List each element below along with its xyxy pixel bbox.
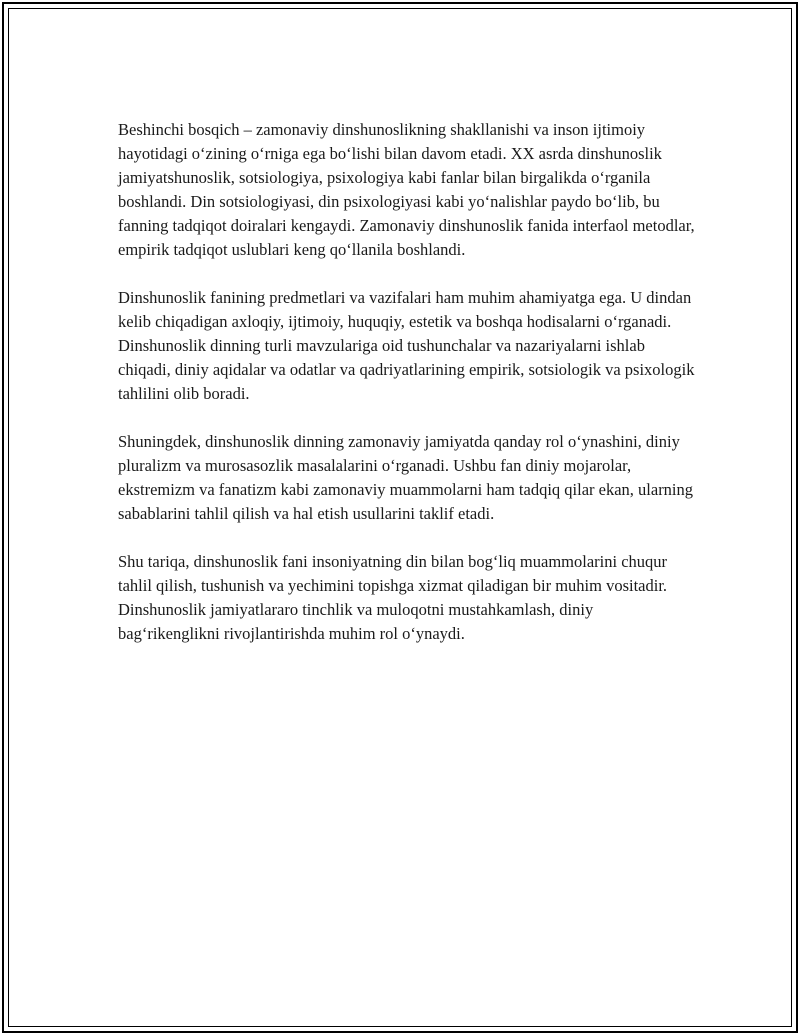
- paragraph-1: Beshinchi bosqich – zamonaviy dinshunoslikning shakllanishi va inson ijtimoiy hayotidagi o‘zining o‘rniga ega bo‘lishi bilan davom etadi. XX asrda dinshunoslik jamiyatshunoslik, sotsiologiya, psixologiya kabi fanlar bilan birgalikda o‘rganila boshlandi. Din sotsiologiyasi, din psixologiyasi kabi yo‘nalishlar paydo bo‘lib, bu fanning tadqiqot doiralari kengaydi. Zamonaviy dinshunoslik fanida interfaol metodlar, empirik tadqiqot uslublari keng qo‘llanila boshlandi.: [118, 120, 695, 259]
- paragraph-4: Shu tariqa, dinshunoslik fani insoniyatning din bilan bog‘liq muammolarini chuqur tahlil qilish, tushunish va yechimini topishga xizmat qiladigan bir muhim vositadir. Dinshunoslik jamiyatlararo tinchlik va muloqotni mustahkamlash, diniy bag‘rikenglikni rivojlantirishda muhim rol o‘ynaydi.: [118, 552, 668, 643]
- paragraph-3: Shuningdek, dinshunoslik dinning zamonaviy jamiyatda qanday rol o‘ynashini, diniy pluralizm va murosasozlik masalalarini o‘rganadi. Ushbu fan diniy mojarolar, ekstremizm va fanatizm kabi zamonaviy muammolarni ham tadqiq qilar ekan, ularning sabablarini tahlil qilish va hal etish usullarini taklif etadi.: [118, 432, 694, 523]
- document-body: [118, 118, 696, 670]
- paragraph-2: Dinshunoslik fanining predmetlari va vazifalari ham muhim ahamiyatga ega. U dindan kelib chiqadigan axloqiy, ijtimoiy, huquqiy, estetik va boshqa hodisalarni o‘rganadi. Dinshunoslik dinning turli mavzulariga oid tushunchalar va nazariyalarni ishlab chiqadi, diniy aqidalar va odatlar va qadriyatlarining empirik, sotsiologik va psixologik tahlilini olib boradi.: [118, 288, 695, 403]
